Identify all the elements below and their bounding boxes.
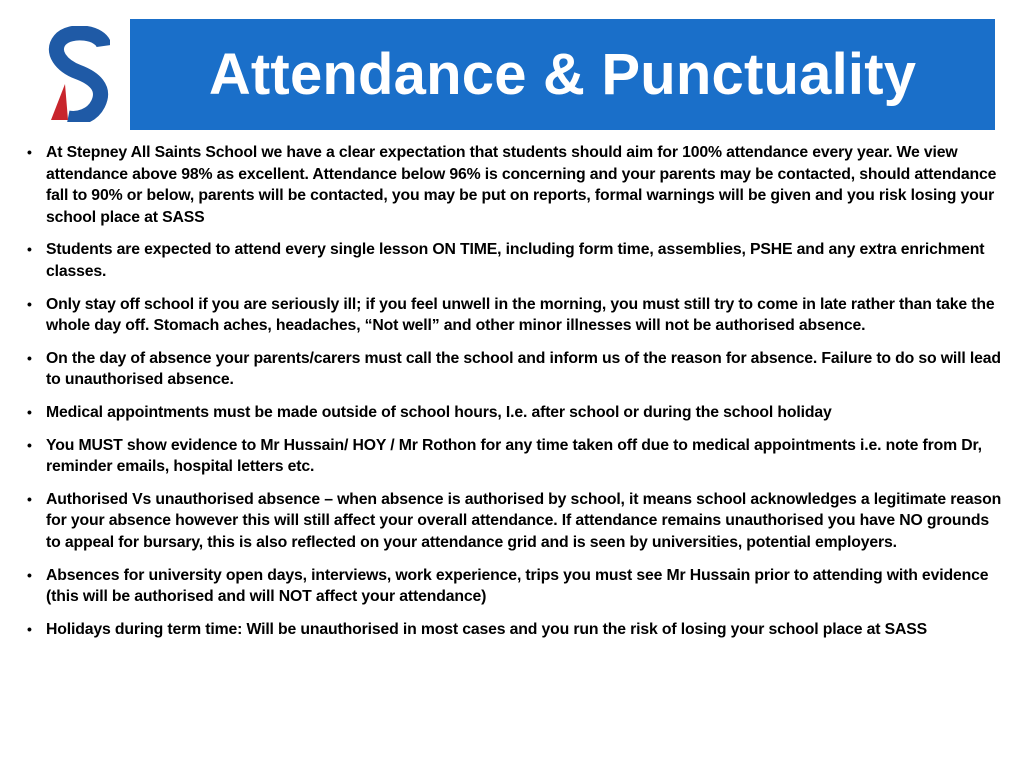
bullet-text: On the day of absence your parents/carers must call the school and inform us of the reason for absence. Failure to do so will lead to unauthorised absence. [46, 349, 1001, 389]
bullet-text: Only stay off school if you are seriously ill; if you feel unwell in the morning, you must still try to come in late rather than take the whole day off. Stomach aches, headaches, “Not well” and other minor illnesses will not be authorised absence. [46, 295, 995, 335]
bullet-dot-icon: • [27, 241, 32, 258]
list-item [27, 565, 1005, 608]
bullet-text: Absences for university open days, interviews, work experience, trips you must see Mr Hussain prior to attending with evidence (this will be authorised and will NOT affect your attendance) [46, 566, 989, 606]
bullet-text: Medical appointments must be made outside of school hours, I.e. after school or during the school holiday [46, 403, 832, 421]
bullet-text: Students are expected to attend every single lesson ON TIME, including form time, assemblies, PSHE and any extra enrichment classes. [46, 241, 985, 280]
bullet-dot-icon: • [27, 490, 32, 507]
list-item [27, 348, 1005, 391]
bullet-dot-icon: • [27, 403, 32, 420]
list-item [27, 142, 1005, 228]
list-item [27, 239, 1005, 282]
bullet-dot-icon: • [27, 349, 32, 366]
bullet-dot-icon: • [27, 566, 32, 583]
bullet-text: Holidays during term time: Will be unauthorised in most cases and you run the risk of losing your school place at SASS [46, 620, 927, 638]
list-item [27, 294, 1005, 337]
bullet-text: You MUST show evidence to Mr Hussain/ HOY / Mr Rothon for any time taken off due to medical appointments i.e. note from Dr, reminder emails, hospital letters etc. [46, 436, 982, 476]
page-title: Attendance & Punctuality [208, 41, 917, 107]
list-item [27, 619, 1005, 641]
bullet-dot-icon: • [27, 295, 32, 312]
title-banner [130, 19, 995, 130]
list-item [27, 435, 1005, 478]
bullet-text: At Stepney All Saints School we have a clear expectation that students should aim for 100% attendance every year. We view attendance above 98% as excellent. Attendance below 96% is concerning and your parents may be contacted, should attendance fall to 90% or below, parents will be contacted, you may be put on reports, formal warnings will be given and you risk losing your school place at SASS [46, 144, 997, 226]
bullet-dot-icon: • [27, 436, 32, 453]
bullet-text: Authorised Vs unauthorised absence – when absence is authorised by school, it means school acknowledges a legitimate reason for your absence however this will still affect your overall attendance. If attendance remains unauthorised you have NO grounds to appeal for bursary, this is also reflected on your attendance grid and is seen by universities, potential employers. [46, 490, 1002, 551]
list-item [27, 489, 1005, 554]
list-item [27, 402, 1005, 424]
school-s-logo-icon [48, 26, 110, 122]
bullet-dot-icon: • [27, 144, 32, 160]
bullet-list [27, 142, 1005, 651]
bullet-dot-icon: • [27, 620, 32, 637]
